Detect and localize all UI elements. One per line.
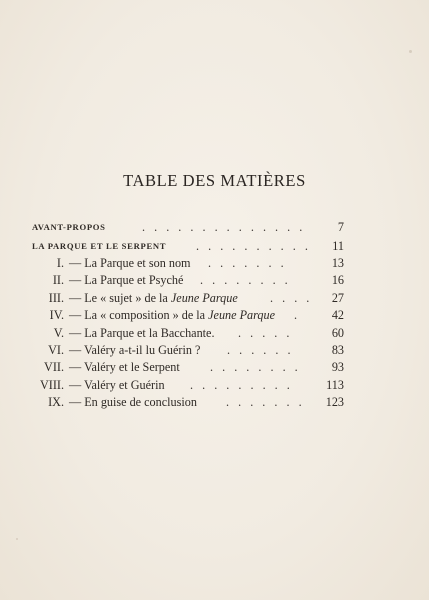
toc-page-number: 7 [337,220,344,234]
toc-page-number: 27 [331,291,344,305]
toc-roman-numeral: II. [52,273,64,287]
toc-label-text: — La « composition » de la [69,308,209,322]
toc-label: — La Parque et son nom [69,256,191,270]
toc-roman-numeral: IV. [49,308,64,322]
toc-leader-dots: . . . . [270,291,313,305]
toc-page-number: 60 [331,326,344,340]
toc-page-number: 13 [331,256,344,270]
toc-leader-dots: . . . . . . . . . . [196,239,311,253]
paper-speck [16,538,18,540]
toc-page-number: 11 [332,239,344,253]
toc-leader-dots: . . . . . . . [226,395,305,409]
toc-leader-dots: . . . . . . . . [200,273,291,287]
toc-leader-dots: . . . . . . . . . [190,378,293,392]
toc-label: — La Parque et Psyché [69,273,184,287]
toc-label-italic: Jeune Parque [208,308,276,322]
toc-roman-numeral: III. [48,291,64,305]
toc-label [69,307,275,323]
paper-speck [409,50,412,53]
toc-page-number: 16 [331,273,344,287]
toc-page-number: 123 [325,395,344,409]
toc-label: AVANT-PROPOS [32,222,106,232]
toc-entry [32,394,344,410]
toc-roman-numeral: V. [53,326,64,340]
toc-leader-dots: . . . . . [238,326,293,340]
toc-leader-dots: . . . . . . . . [210,360,301,374]
toc-page-number: 113 [326,378,344,392]
toc-page-number: 93 [331,360,344,374]
toc-roman-numeral: IX. [48,395,64,409]
page-title: TABLE DES MATIÈRES [123,171,306,190]
toc-leader-dots: . . . . . . . . . . . . . . [142,220,306,234]
toc-entry [32,325,344,341]
toc-entry [32,359,344,375]
toc-entry [32,255,344,271]
toc-page-number: 83 [331,343,344,357]
toc-label: LA PARQUE ET LE SERPENT [32,241,167,251]
toc-entry [32,272,344,288]
toc-entry [32,219,344,235]
toc-label: — Valéry et le Serpent [69,360,180,374]
toc-entry [32,377,344,393]
toc-entry [32,290,344,306]
toc-leader-dots: . [294,308,301,322]
toc-label-text: — Le « sujet » de la [69,291,171,305]
toc-roman-numeral: VIII. [39,378,64,392]
toc-roman-numeral: I. [56,256,64,270]
toc-page-number: 42 [331,308,344,322]
toc-label: — Valéry a-t-il lu Guérin ? [69,343,201,357]
toc-entry [32,238,344,254]
toc-roman-numeral: VII. [44,360,64,374]
toc-entry [32,342,344,358]
toc-label: — En guise de conclusion [69,395,197,409]
toc-label [69,290,238,306]
toc-roman-numeral: VI. [48,343,64,357]
toc-label: — La Parque et la Bacchante. [69,326,215,340]
toc-leader-dots: . . . . . . [227,343,294,357]
toc-label-italic: Jeune Parque [170,291,238,305]
toc-label: — Valéry et Guérin [69,378,165,392]
toc-entry [32,307,344,323]
toc-leader-dots: . . . . . . . [208,256,287,270]
